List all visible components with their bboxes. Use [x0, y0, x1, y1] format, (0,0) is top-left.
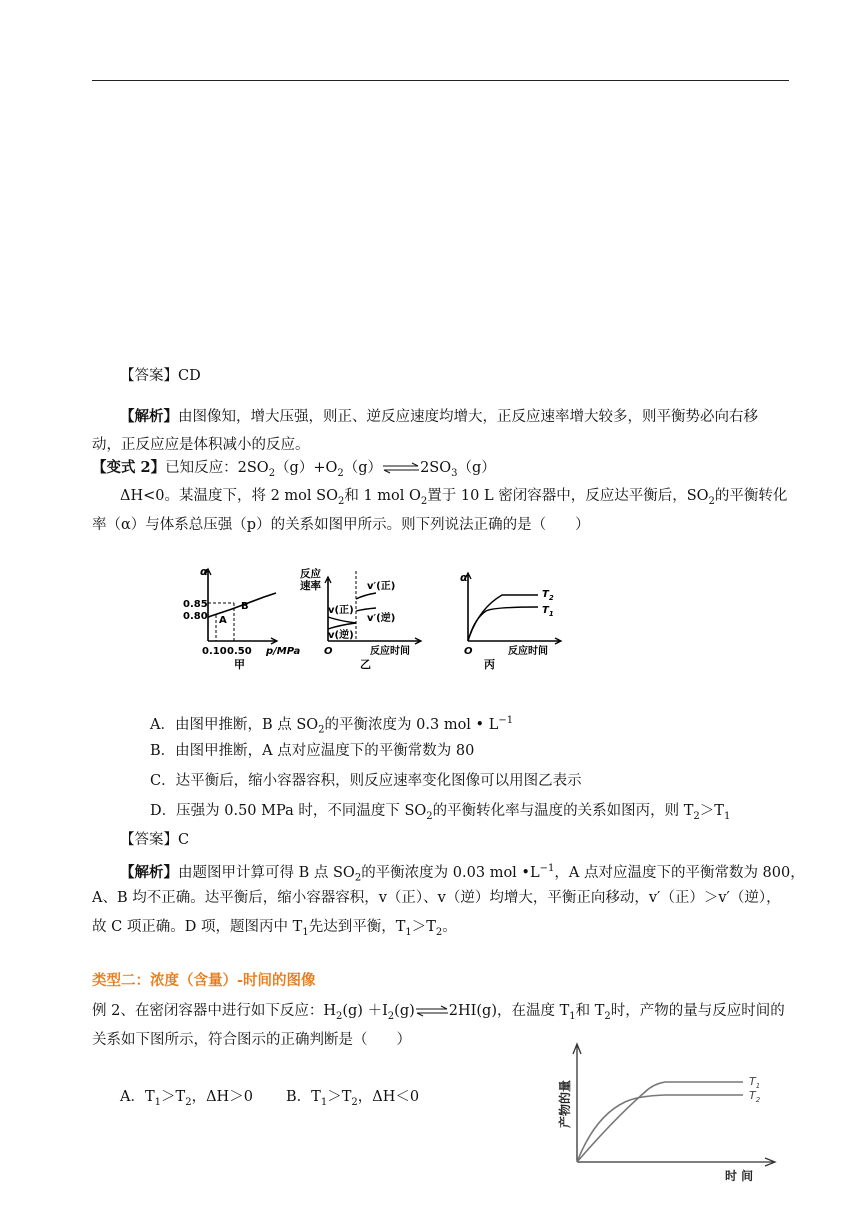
- analysis-2-line-2: A、B 均不正确。达平衡后，缩小容器容积，v（正）、v（逆）均增大，平衡正向移动，v′（正）＞v′（逆），: [92, 890, 781, 906]
- fig-yi-origin: O: [324, 646, 333, 657]
- fig-jia-ylabel: α: [200, 565, 208, 578]
- fig-ex2-t2: $T_2$: [749, 1089, 761, 1104]
- fig-jia-xtick-010: 0.10: [202, 646, 227, 657]
- fig-bing-caption: 丙: [484, 658, 495, 671]
- option-c: C．达平衡后，缩小容器容积，则反应速率变化图像可以用图乙表示: [150, 773, 582, 789]
- option-a: A．由图甲推断，B 点 $SO_2$的平衡浓度为 0.3 mol • $L^{-1}$: [150, 715, 514, 736]
- fig-yi-v-rev-new: v′(逆): [367, 613, 396, 624]
- variant-2-line-3: 率（α）与体系总压强（p）的关系如图甲所示。则下列说法正确的是（ ）: [92, 517, 590, 533]
- header-rule: [92, 80, 789, 81]
- analysis-2-line-1: 【解析】由题图甲计算可得 B 点 $SO_2$的平衡浓度为 0.03 mol $•L^{-1}$，A 点对应温度下的平衡常数为 800，: [120, 863, 805, 884]
- fig-jia-caption: 甲: [234, 658, 245, 671]
- fig-yi-xlabel: 反应时间: [370, 646, 410, 657]
- fig-yi-caption: 乙: [360, 658, 371, 671]
- fig-bing-t1: $T_1$: [542, 605, 554, 618]
- fig-yi-ylabel-2: 速率: [300, 580, 321, 592]
- fig-bing-ylabel: α: [460, 571, 468, 584]
- answer-2: 【答案】C: [120, 832, 190, 848]
- fig-yi-v-fwd: v(正): [328, 605, 354, 616]
- fig-bing-origin: O: [464, 646, 473, 657]
- fig-jia-ytick-080: 0.80: [183, 611, 208, 622]
- example-2-option-b: B．$T_1>T_2$，ΔH＜0: [286, 1089, 420, 1108]
- option-b: B．由图甲推断，A 点对应温度下的平衡常数为 80: [150, 743, 475, 759]
- option-d: D．压强为 0.50 MPa 时，不同温度下 $SO_2$的平衡转化率与温度的关系如图丙，则 $T_2>T_1$: [150, 803, 731, 822]
- fig-bing-xlabel: 反应时间: [508, 646, 548, 657]
- figure-bing: [450, 565, 570, 675]
- example-2-option-a: A．$T_1>T_2$，ΔH＞0: [120, 1089, 253, 1108]
- section-heading-type-2: 类型二：浓度（含量）-时间的图像: [92, 972, 316, 989]
- variant-2-reaction: 【变式 2】已知反应：$2SO_2(g)+O_2(g)$ $2SO_3(g)$: [92, 459, 496, 479]
- analysis-2-line-3: 故 C 项正确。D 项，题图丙中 $T_1$先达到平衡，$T_1>T_2$。: [92, 919, 457, 938]
- fig-bing-t2: $T_2$: [542, 589, 554, 602]
- fig-yi-ylabel-1: 反应: [300, 568, 321, 580]
- figure-example-2: [555, 1038, 795, 1188]
- fig-jia-point-b: B: [241, 601, 249, 612]
- equilibrium-arrow-icon: [415, 1005, 449, 1017]
- figure-yi: [298, 565, 428, 675]
- fig-jia-xlabel: p/MPa: [266, 646, 301, 657]
- analysis-1-line-1: 【解析】由图像知，增大压强，则正、逆反应速度均增大，正反应速率增大较多，则平衡势必向右移: [120, 408, 758, 425]
- example-2-line-2: 关系如下图所示，符合图示的正确判断是（ ）: [92, 1032, 411, 1048]
- answer-1: 【答案】CD: [120, 368, 201, 384]
- fig-ex2-xlabel: 时 间: [725, 1169, 754, 1183]
- fig-yi-v-rev: v(逆): [328, 630, 354, 641]
- fig-jia-ytick-085: 0.85: [183, 599, 208, 610]
- example-2-line-1: 例 2、在密闭容器中进行如下反应：$H_2(g) +I_2(g)$ 2HI(g)，在温度 $T_1$和 $T_2$时，产物的量与反应时间的: [92, 1003, 785, 1022]
- analysis-1-line-2: 动，正反应应是体积减小的反应。: [92, 437, 310, 453]
- fig-yi-v-fwd-new: v′(正): [367, 581, 396, 592]
- fig-jia-xtick-050: 0.50: [227, 646, 252, 657]
- fig-ex2-ylabel: 产物的量: [558, 1079, 572, 1128]
- equilibrium-arrow-icon: [382, 462, 420, 474]
- variant-2-line-2: ΔH<0。某温度下，将 2 mol $SO_2$和 1 mol $O_2$置于 10 L 密闭容器中，反应达平衡后，$SO_2$的平衡转化: [120, 488, 788, 507]
- fig-ex2-t1: $T_1$: [749, 1075, 761, 1090]
- fig-jia-point-a: A: [219, 615, 227, 626]
